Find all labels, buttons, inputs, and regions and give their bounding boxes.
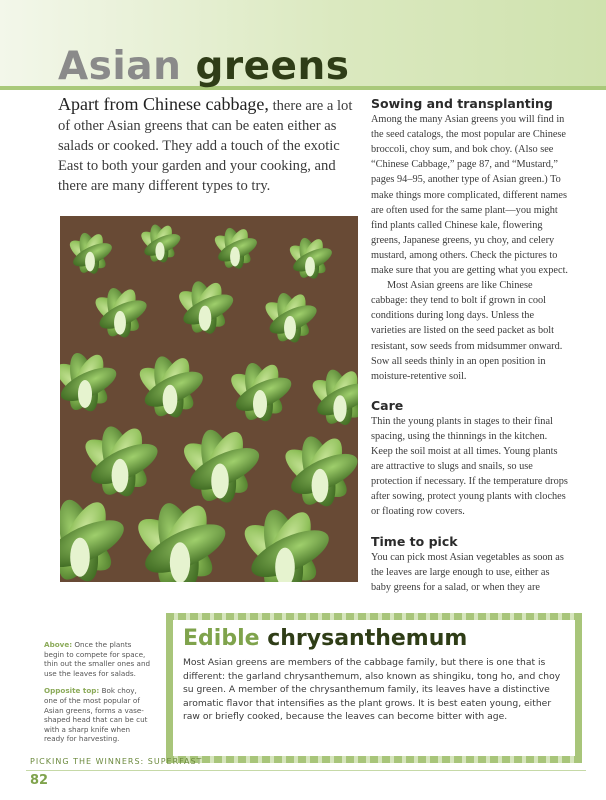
section-heading-care: Care xyxy=(371,397,404,413)
photo-captions xyxy=(44,640,152,744)
section-heading-sowing: Sowing and transplanting xyxy=(371,96,553,111)
bok-choy-photo xyxy=(60,216,358,582)
page-title-part2: greens xyxy=(195,44,350,89)
caption-opposite-label: Opposite top: xyxy=(44,686,100,696)
box-title xyxy=(183,624,565,654)
caption-opposite-top xyxy=(44,686,152,744)
page-title-part1: Asian xyxy=(58,44,182,89)
box-body: Most Asian greens are members of the cabbage family, but there is one that is different: the garland chrysanthemum, also known as shingiku, tong ho, and choy su green. A member of the chrysanthemum family, its leaves have a distinctive aromatic flavor that intensifies as the plant grows. It is best eaten young, either raw or briefly cooked, because the leaves can become bitter with age. xyxy=(183,657,561,723)
sowing-paragraph-1: Among the many Asian greens you will find in the seed catalogs, the most popular are Chinese broccoli, choy sum, and bok choy. (Also see “Chinese Cabbage,” page 87, and “Mustard,” pages 94–95, another type of Asian green.) To make things more complicated, different names are often used for the same plant—you might find plants called Chinese kale, flowering greens, Japanese greens, yu choy, and celery mustard, among others. Check the pictures to make sure that you are getting what you expect. xyxy=(371,114,569,277)
caption-above-label: Above: xyxy=(44,640,73,649)
edible-chrysanthemum-box xyxy=(166,613,582,763)
page-number: 82 xyxy=(30,773,49,788)
box-title-part1: Edible xyxy=(183,626,260,651)
footer-section-title: PICKING THE WINNERS: SUPERFAST xyxy=(30,757,203,766)
time-to-pick-paragraph: You can pick most Asian vegetables as soon as the leaves are large enough to use, either as baby greens for a salad, or when they are xyxy=(371,551,564,593)
page-title xyxy=(58,44,349,90)
bok-choy-illustration xyxy=(60,216,358,582)
footer-rule xyxy=(26,770,586,771)
intro-lead: Apart from Chinese cabbage, xyxy=(58,94,269,114)
right-column xyxy=(371,96,571,595)
box-content xyxy=(173,620,575,756)
section-heading-time-to-pick: Time to pick xyxy=(371,533,458,549)
intro-paragraph xyxy=(58,94,363,196)
care-paragraph: Thin the young plants in stages to their final spacing, using the thinnings in the kitchen. Keep the soil moist at all times. Young plants are attractive to slugs and snails, so use protection if necessary. If the temperature drops after sowing, protect young plants with cloches or floating row covers. xyxy=(371,415,568,518)
caption-opposite-text: Bok choy, one of the most popular of Asian greens, forms a vase-shaped head that can be cut with a sharp knife when ready for harvesting. xyxy=(44,686,148,744)
sowing-paragraph-2: Most Asian greens are like Chinese cabbage: they tend to bolt if grown in cool conditions during long days. Unless the varieties are listed on the seed packet as bolt resistant, sow seeds from midsummer onward. Sow all seeds thinly in an open position in moisture-retentive soil. xyxy=(371,280,563,382)
box-title-part2: chrysanthemum xyxy=(267,626,468,651)
caption-above xyxy=(44,640,152,678)
caption-above-text: Once the plants begin to compete for space, thin out the smaller ones and use the leaves for salads. xyxy=(44,640,151,678)
intro-text: there are a lot of other Asian greens that can be eaten either as salads or cooked. They add a touch of the exotic East to both your garden and your cooking, and there are many different types to try. xyxy=(58,98,353,194)
